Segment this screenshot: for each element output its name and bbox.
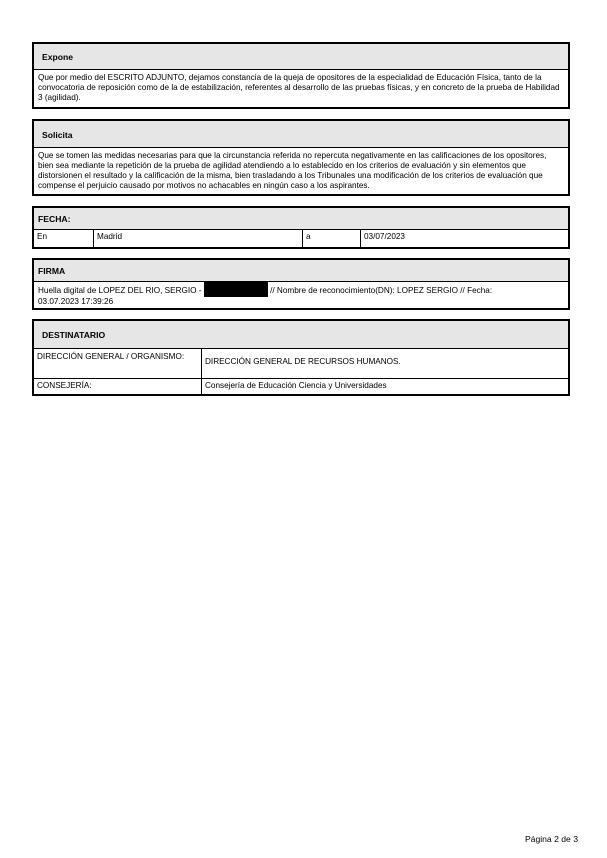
expone-heading: Expone (34, 44, 568, 70)
fecha-place: Madrid (93, 230, 302, 247)
fecha-section (32, 206, 570, 249)
expone-section (32, 42, 570, 109)
firma-text (34, 282, 568, 310)
solicita-heading: Solicita (34, 121, 568, 148)
destinatario-row (34, 378, 568, 395)
destinatario-section (32, 319, 570, 396)
firma-date-line: 03.07.2023 17:39:26 (38, 297, 114, 306)
destinatario-consejeria-label: CONSEJERÍA: (37, 381, 92, 390)
firma-heading: FIRMA (34, 260, 568, 282)
destinatario-row (34, 349, 568, 378)
solicita-section (32, 119, 570, 196)
fecha-heading: FECHA: (34, 208, 568, 230)
fecha-row (34, 230, 568, 247)
redaction-block (204, 281, 268, 297)
destinatario-organismo-label: DIRECCIÓN GENERAL / ORGANISMO: (37, 352, 185, 361)
destinatario-consejeria-value: Consejería de Educación Ciencia y Universidades (201, 379, 568, 395)
fecha-date: 03/07/2023 (360, 230, 568, 247)
firma-text-after: // Nombre de reconocimiento(DN): LOPEZ SERGIO // Fecha: (270, 286, 493, 296)
firma-section (32, 258, 570, 310)
firma-text-before: Huella digital de LOPEZ DEL RIO, SERGIO - (38, 286, 202, 296)
destinatario-organismo-value: DIRECCIÓN GENERAL DE RECURSOS HUMANOS. (201, 349, 568, 378)
destinatario-heading: DESTINATARIO (34, 321, 568, 349)
fecha-a-label: a (302, 230, 360, 247)
expone-text: Que por medio del ESCRITO ADJUNTO, dejamos constancia de la queja de opositores de la especialidad de Educación Física, tanto de la convocatoria de reposición como de la de estabilización, referentes al desarrollo de las pruebas físicas, y en concreto de la prueba de Habilidad 3 (agilidad). (38, 73, 560, 102)
solicita-text: Que se tomen las medidas necesarias para que la circunstancia referida no repercuta negativamente en las calificaciones de los opositores, bien sea mediante la repetición de la prueba de agilidad atendiendo a lo establecido en los criterios de evaluación y sin elementos que distorsionen el resultado y la calificación de la misma, bien trasladando a los Tribunales una modificación de los criterios de evaluación que compense el perjuicio causado por motivos no achacables en ningún caso a los aspirantes. (38, 151, 547, 190)
page-number: Página 2 de 3 (524, 834, 578, 844)
fecha-en-label: En (37, 232, 48, 241)
